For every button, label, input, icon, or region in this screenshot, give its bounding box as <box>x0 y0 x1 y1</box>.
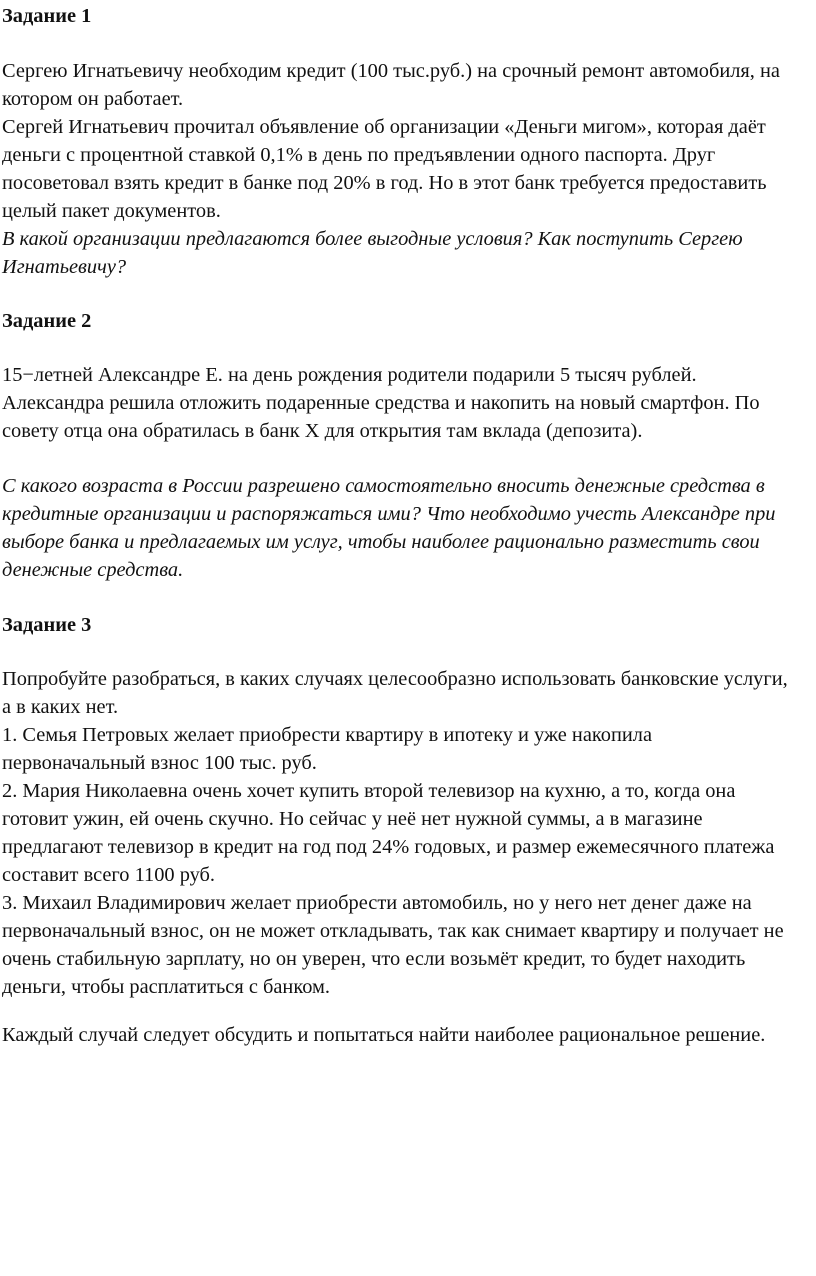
text-line: котором он работает. <box>2 88 184 110</box>
text-line: 3. Михаил Владимирович желает приобрести автомобиль, но у него нет денег даже на <box>2 892 752 914</box>
text-line: 15−летней Александре Е. на день рождения родители подарили 5 тысяч рублей. <box>2 364 697 386</box>
text-line: предлагают телевизор в кредит на год под 24% годовых, и размер ежемесячного платежа <box>2 836 775 858</box>
text-line: первоначальный взнос, он не может откладывать, так как снимает квартиру и получает не <box>2 920 784 942</box>
task1-question-line: В какой организации предлагаются более выгодные условия? Как поступить Сергею <box>2 228 743 250</box>
text-line: очень стабильную зарплату, но он уверен, что если возьмёт кредит, то будет находить <box>2 948 746 970</box>
task1-heading: Задание 1 <box>2 5 92 27</box>
task2-question-line: кредитные организации и распоряжаться ими? Что необходимо учесть Александре при <box>2 503 776 525</box>
text-line: целый пакет документов. <box>2 200 221 222</box>
text-line: первоначальный взнос 100 тыс. руб. <box>2 752 317 774</box>
task3-heading: Задание 3 <box>2 614 92 636</box>
text-line: Попробуйте разобраться, в каких случаях целесообразно использовать банковские услуги, <box>2 668 788 690</box>
text-line: деньги с процентной ставкой 0,1% в день по предъявлении одного паспорта. Друг <box>2 144 716 166</box>
text-line: 2. Мария Николаевна очень хочет купить второй телевизор на кухню, а то, когда она <box>2 780 736 802</box>
task3-conclusion: Каждый случай следует обсудить и попытаться найти наиболее рациональное решение. <box>2 1024 766 1046</box>
text-line: деньги, чтобы расплатиться с банком. <box>2 976 331 998</box>
task1-question-line: Игнатьевичу? <box>2 256 127 278</box>
text-line: совету отца она обратилась в банк Х для открытия там вклада (депозита). <box>2 420 643 442</box>
task2-question-line: денежные средства. <box>2 559 184 581</box>
text-line: 1. Семья Петровых желает приобрести квартиру в ипотеку и уже накопила <box>2 724 653 746</box>
task3-body <box>2 665 812 1001</box>
task2-question <box>2 472 812 584</box>
text-line: составит всего 1100 руб. <box>2 864 216 886</box>
text-line: Сергею Игнатьевичу необходим кредит (100 тыс.руб.) на срочный ремонт автомобиля, на <box>2 60 780 82</box>
task2-heading: Задание 2 <box>2 310 92 332</box>
text-line: а в каких нет. <box>2 696 119 718</box>
task1-body <box>2 57 812 281</box>
text-line: Сергей Игнатьевич прочитал объявление об организации «Деньги мигом», которая даёт <box>2 116 766 138</box>
task2-question-line: С какого возраста в России разрешено самостоятельно вносить денежные средства в <box>2 475 765 497</box>
text-line: готовит ужин, ей очень скучно. Но сейчас у неё нет нужной суммы, а в магазине <box>2 808 703 830</box>
task2-body <box>2 361 812 445</box>
task2-question-line: выборе банка и предлагаемых им услуг, чтобы наиболее рационально разместить свои <box>2 531 760 553</box>
text-line: Александра решила отложить подаренные средства и накопить на новый смартфон. По <box>2 392 760 414</box>
text-line: посоветовал взять кредит в банке под 20% в год. Но в этот банк требуется предоставить <box>2 172 767 194</box>
